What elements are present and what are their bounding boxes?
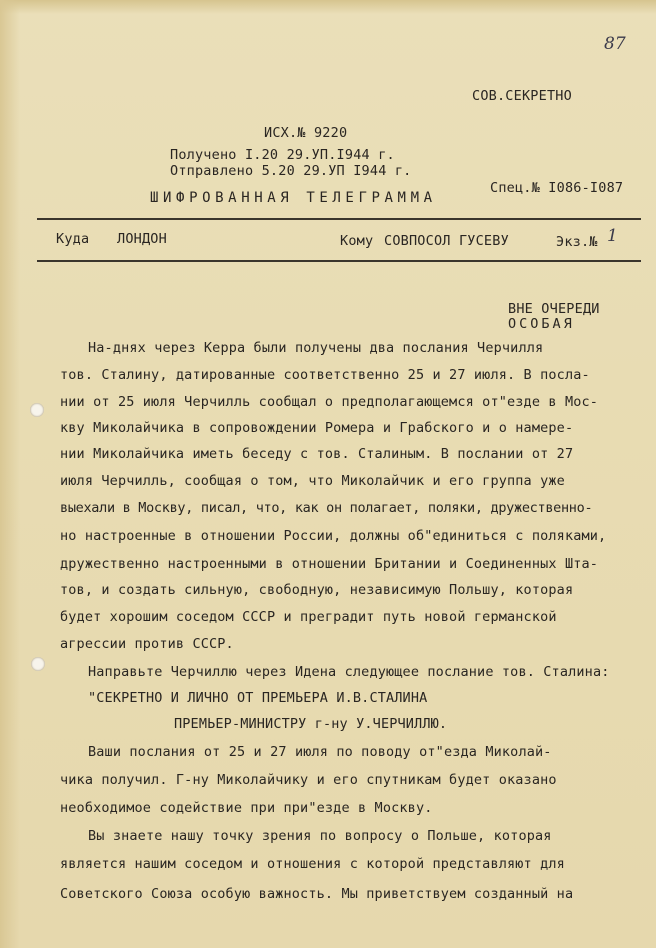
paper-edge-left bbox=[0, 0, 20, 948]
body-line: чика получил. Г-ну Миколайчику и его спутникам будет оказано bbox=[60, 772, 557, 788]
body-line: является нашим соседом и отношения с которой представляют для bbox=[60, 856, 565, 872]
punch-hole-top bbox=[30, 403, 44, 417]
priority-special: ОСОБАЯ bbox=[508, 316, 575, 332]
punch-hole-bottom bbox=[31, 657, 45, 671]
body-line: кву Миколайчика в сопровождении Ромера и Грабского и о намере- bbox=[60, 420, 574, 436]
body-line: агрессии против СССР. bbox=[60, 636, 234, 652]
body-line: нии Миколайчика иметь беседу с тов. Сталиным. В послании от 27 bbox=[60, 446, 574, 462]
body-line: тов, и создать сильную, свободную, независимую Польшу, которая bbox=[60, 582, 574, 598]
body-line: Вы знаете нашу точку зрения по вопросу о Польше, которая bbox=[88, 828, 552, 844]
body-line: Советского Союза особую важность. Мы приветствуем созданный на bbox=[60, 886, 574, 902]
page-number: 87 bbox=[604, 34, 626, 54]
header-rule-bottom bbox=[37, 260, 641, 262]
to-label: Кому bbox=[340, 233, 374, 249]
sent-line: Отправлено 5.20 29.УП I944 г. bbox=[170, 163, 412, 179]
where-value: ЛОНДОН bbox=[117, 231, 167, 247]
special-number: Спец.№ I086-I087 bbox=[490, 180, 624, 196]
body-line: но настроенные в отношении России, должны об"единиться с поляками, bbox=[60, 528, 607, 544]
body-line: нии от 25 июля Черчилль сообщал о предполагающемся от"езде в Мос- bbox=[60, 394, 599, 410]
body-line: На-днях через Керра были получены два послания Черчилля bbox=[88, 340, 544, 356]
body-line: июля Черчилль, сообщая о том, что Миколайчик и его группа уже bbox=[60, 473, 565, 489]
body-line: ПРЕМЬЕР-МИНИСТРУ г-ну У.ЧЕРЧИЛЛЮ. bbox=[174, 716, 448, 732]
priority-label: ВНЕ ОЧЕРЕДИ bbox=[508, 301, 600, 317]
copy-number-handwritten: 1 bbox=[607, 226, 618, 246]
body-line: выехали в Москву, писал, что, как он полагает, поляки, дружественно- bbox=[60, 500, 593, 516]
body-line: "СЕКРЕТНО И ЛИЧНО ОТ ПРЕМЬЕРА И.В.СТАЛИНА bbox=[88, 690, 428, 706]
document-title: ШИФРОВАННАЯ ТЕЛЕГРАММА bbox=[150, 190, 437, 206]
body-line: тов. Сталину, датированные соответственно 25 и 27 июля. В посла- bbox=[60, 367, 590, 383]
outgoing-number: ИСХ.№ 9220 bbox=[264, 125, 348, 141]
copy-label: Экз.№ bbox=[556, 234, 598, 250]
body-line: будет хорошим соседом СССР и преградит путь новой германской bbox=[60, 609, 557, 625]
body-line: Направьте Черчиллю через Идена следующее послание тов. Сталина: bbox=[88, 664, 610, 680]
classification-stamp: СОВ.СЕКРЕТНО bbox=[472, 88, 572, 104]
to-value: СОВПОСОЛ ГУСЕВУ bbox=[384, 233, 509, 249]
where-label: Куда bbox=[56, 231, 90, 247]
received-line: Получено I.20 29.УП.I944 г. bbox=[170, 147, 395, 163]
body-line: дружественно настроенными в отношении Британии и Соединенных Шта- bbox=[60, 556, 599, 572]
header-rule-top bbox=[37, 218, 641, 220]
paper-edge-top bbox=[0, 0, 656, 14]
body-line: Ваши послания от 25 и 27 июля по поводу от"езда Миколай- bbox=[88, 744, 552, 760]
body-line: необходимое содействие при при"езде в Москву. bbox=[60, 800, 433, 816]
